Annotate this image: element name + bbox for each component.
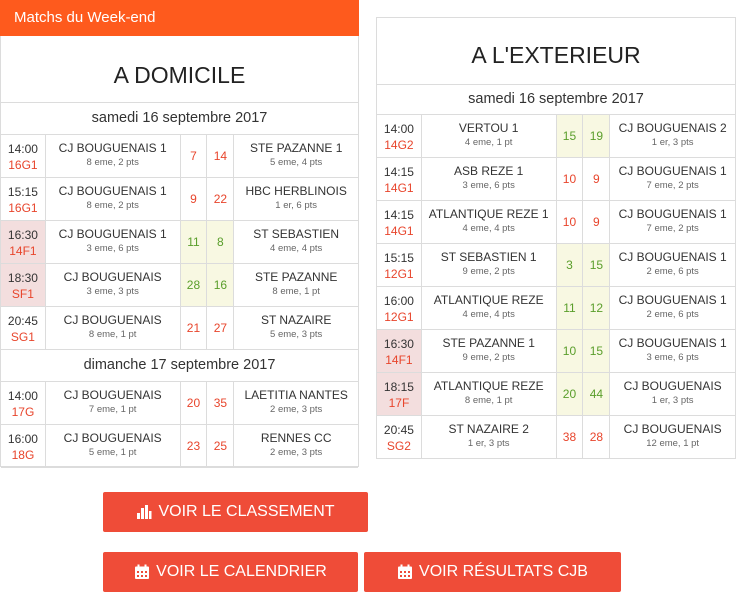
match-row[interactable]: [1, 307, 358, 350]
team-category: 17F: [388, 396, 410, 410]
score-away: 35: [207, 382, 234, 424]
team-category: 18G: [11, 448, 35, 462]
team-away-ranking: 5 eme, 4 pts: [270, 157, 323, 168]
match-row[interactable]: [377, 416, 735, 459]
match-time-cell: [377, 115, 422, 157]
team-home-name: CJ BOUGUENAIS 1: [58, 227, 167, 241]
home-title: A DOMICILE: [1, 36, 358, 103]
date-header: samedi 16 septembre 2017: [1, 103, 358, 135]
score-away: 19: [583, 115, 610, 157]
score-away: 14: [207, 135, 234, 177]
team-away-ranking: 1 er, 6 pts: [275, 200, 318, 211]
team-away-ranking: 1 er, 3 pts: [651, 395, 694, 406]
match-time-cell: [1, 135, 46, 177]
team-away-ranking: 2 eme, 3 pts: [270, 404, 323, 415]
match-time: 14:15: [383, 165, 414, 179]
away-matches-list: [377, 85, 735, 459]
score-away: 27: [207, 307, 234, 349]
calendar-icon: [397, 564, 413, 580]
match-time-cell: [377, 287, 422, 329]
team-away-ranking: 7 eme, 2 pts: [646, 180, 699, 191]
score-home: 10: [557, 330, 584, 372]
score-home: 3: [557, 244, 584, 286]
team-home-name: STE PAZANNE 1: [442, 336, 535, 350]
match-row[interactable]: [377, 287, 735, 330]
team-away-name: RENNES CC: [260, 431, 332, 445]
team-home-ranking: 3 eme, 6 pts: [462, 180, 515, 191]
team-away-cell: [610, 416, 735, 458]
team-home-ranking: 3 eme, 3 pts: [86, 286, 139, 297]
team-home-name: ST NAZAIRE 2: [448, 422, 529, 436]
match-time: 15:15: [383, 251, 414, 265]
score-home: 11: [557, 287, 584, 329]
team-home-name: CJ BOUGUENAIS: [63, 431, 162, 445]
match-row[interactable]: [377, 158, 735, 201]
team-away-cell: [234, 307, 358, 349]
match-time-cell: [1, 178, 46, 220]
team-away-ranking: 4 eme, 4 pts: [270, 243, 323, 254]
bar-chart-icon: [136, 504, 152, 520]
match-row[interactable]: [377, 244, 735, 287]
team-away-ranking: 12 eme, 1 pt: [646, 438, 700, 449]
team-home-ranking: 7 eme, 1 pt: [88, 404, 137, 415]
team-home-cell: [46, 307, 181, 349]
match-time: 16:30: [383, 337, 414, 351]
team-away-cell: [610, 115, 735, 157]
match-time: 16:00: [383, 294, 414, 308]
team-home-ranking: 5 eme, 1 pt: [88, 447, 137, 458]
team-away-name: STE PAZANNE: [254, 270, 338, 284]
match-row[interactable]: [377, 330, 735, 373]
team-away-name: CJ BOUGUENAIS 1: [618, 250, 727, 264]
score-home: 15: [557, 115, 584, 157]
team-away-name: LAETITIA NANTES: [244, 388, 348, 402]
team-home-cell: [422, 416, 557, 458]
match-time-cell: [1, 264, 46, 306]
match-row[interactable]: [377, 373, 735, 416]
team-away-name: CJ BOUGUENAIS 1: [618, 336, 727, 350]
team-home-name: ATLANTIQUE REZE: [433, 379, 544, 393]
match-row[interactable]: [1, 221, 358, 264]
team-away-cell: [234, 135, 358, 177]
match-row[interactable]: [1, 178, 358, 221]
match-time-cell: [377, 244, 422, 286]
score-away: 15: [583, 330, 610, 372]
team-home-name: CJ BOUGUENAIS: [63, 313, 162, 327]
match-time-cell: [1, 425, 46, 467]
team-away-ranking: 2 eme, 6 pts: [646, 309, 699, 320]
team-home-cell: [46, 135, 181, 177]
team-home-name: CJ BOUGUENAIS 1: [58, 184, 167, 198]
match-time: 20:45: [7, 314, 38, 328]
match-row[interactable]: [1, 135, 358, 178]
match-time: 14:00: [7, 142, 38, 156]
team-away-ranking: 3 eme, 6 pts: [646, 352, 699, 363]
team-category: SG1: [10, 330, 35, 344]
score-home: 10: [557, 158, 584, 200]
match-time-cell: [377, 158, 422, 200]
score-home: 21: [181, 307, 208, 349]
team-home-cell: [422, 115, 557, 157]
home-matches-list: [1, 103, 358, 468]
match-row[interactable]: [1, 425, 358, 468]
match-row[interactable]: [377, 115, 735, 158]
team-category: 14G1: [384, 181, 414, 195]
team-home-ranking: 4 eme, 1 pt: [464, 137, 513, 148]
match-time-cell: [377, 201, 422, 243]
team-away-name: CJ BOUGUENAIS 1: [618, 293, 727, 307]
date-header: dimanche 17 septembre 2017: [1, 350, 358, 382]
team-category: SF1: [11, 287, 34, 301]
score-away: 9: [583, 158, 610, 200]
away-matches-panel: [376, 17, 736, 459]
team-away-cell: [610, 244, 735, 286]
team-category: 16G1: [8, 158, 38, 172]
team-home-name: CJ BOUGUENAIS: [63, 388, 162, 402]
team-away-name: ST SEBASTIEN: [253, 227, 340, 241]
team-home-name: CJ BOUGUENAIS: [63, 270, 162, 284]
home-matches-panel: [0, 36, 359, 467]
match-row[interactable]: [1, 264, 358, 307]
team-home-cell: [422, 373, 557, 415]
team-away-cell: [234, 178, 358, 220]
score-home: 20: [557, 373, 584, 415]
score-away: 28: [583, 416, 610, 458]
team-away-cell: [610, 287, 735, 329]
score-away: 22: [207, 178, 234, 220]
team-away-name: CJ BOUGUENAIS 1: [618, 207, 727, 221]
team-category: 14F1: [385, 353, 413, 367]
team-home-ranking: 1 er, 3 pts: [467, 438, 510, 449]
match-time: 18:30: [7, 271, 38, 285]
score-away: 15: [583, 244, 610, 286]
team-home-ranking: 4 eme, 4 pts: [462, 309, 515, 320]
team-away-cell: [610, 201, 735, 243]
view-calendar-label: VOIR LE CALENDRIER: [156, 563, 327, 580]
team-home-cell: [46, 221, 181, 263]
score-away: 8: [207, 221, 234, 263]
score-home: 10: [557, 201, 584, 243]
team-home-name: ATLANTIQUE REZE: [433, 293, 544, 307]
team-away-name: CJ BOUGUENAIS 1: [618, 164, 727, 178]
away-title: A L'EXTERIEUR: [377, 18, 735, 85]
team-away-cell: [610, 373, 735, 415]
team-away-name: CJ BOUGUENAIS 2: [618, 121, 727, 135]
score-away: 44: [583, 373, 610, 415]
team-category: 14G1: [384, 224, 414, 238]
match-time-cell: [377, 416, 422, 458]
score-home: 20: [181, 382, 208, 424]
match-time-cell: [1, 307, 46, 349]
score-home: 11: [181, 221, 208, 263]
view-results-label: VOIR RÉSULTATS CJB: [419, 563, 588, 580]
team-home-ranking: 9 eme, 2 pts: [462, 352, 515, 363]
match-row[interactable]: [377, 201, 735, 244]
team-away-ranking: 2 eme, 6 pts: [646, 266, 699, 277]
team-home-ranking: 8 eme, 1 pt: [88, 329, 137, 340]
score-away: 25: [207, 425, 234, 467]
match-time: 18:15: [383, 380, 414, 394]
match-time: 15:15: [7, 185, 38, 199]
team-category: 16G1: [8, 201, 38, 215]
match-time: 16:00: [7, 432, 38, 446]
view-ranking-label: VOIR LE CLASSEMENT: [158, 503, 335, 520]
team-away-cell: [234, 264, 358, 306]
team-home-ranking: 8 eme, 2 pts: [86, 157, 139, 168]
match-time-cell: [1, 382, 46, 424]
team-category: SG2: [386, 439, 411, 453]
date-header: samedi 16 septembre 2017: [377, 85, 735, 115]
team-home-cell: [422, 287, 557, 329]
view-calendar-button[interactable]: [103, 552, 358, 592]
team-home-ranking: 4 eme, 4 pts: [462, 223, 515, 234]
team-away-cell: [234, 382, 358, 424]
view-ranking-button[interactable]: [103, 492, 368, 532]
score-away: 16: [207, 264, 234, 306]
match-time: 14:00: [7, 389, 38, 403]
team-home-name: ATLANTIQUE REZE 1: [428, 207, 549, 221]
score-away: 12: [583, 287, 610, 329]
team-away-ranking: 7 eme, 2 pts: [646, 223, 699, 234]
team-home-cell: [422, 330, 557, 372]
match-time: 14:00: [383, 122, 414, 136]
team-home-cell: [46, 425, 181, 467]
team-home-cell: [46, 264, 181, 306]
team-away-cell: [610, 158, 735, 200]
team-home-ranking: 8 eme, 2 pts: [86, 200, 139, 211]
team-home-ranking: 3 eme, 6 pts: [86, 243, 139, 254]
team-away-cell: [610, 330, 735, 372]
team-home-name: CJ BOUGUENAIS 1: [58, 141, 167, 155]
team-away-name: CJ BOUGUENAIS: [623, 379, 722, 393]
score-home: 23: [181, 425, 208, 467]
team-away-cell: [234, 221, 358, 263]
team-away-name: STE PAZANNE 1: [249, 141, 343, 155]
match-time-cell: [1, 221, 46, 263]
team-home-ranking: 8 eme, 1 pt: [464, 395, 513, 406]
calendar-icon: [134, 564, 150, 580]
match-time: 14:15: [383, 208, 414, 222]
tab-matchs-week-end[interactable]: Matchs du Week-end: [0, 0, 359, 36]
team-category: 17G: [11, 405, 35, 419]
team-home-cell: [46, 382, 181, 424]
score-home: 7: [181, 135, 208, 177]
match-time: 20:45: [383, 423, 414, 437]
team-category: 12G1: [384, 267, 414, 281]
team-home-name: ASB REZE 1: [454, 164, 524, 178]
score-home: 9: [181, 178, 208, 220]
team-away-ranking: 5 eme, 3 pts: [270, 329, 323, 340]
team-away-name: CJ BOUGUENAIS: [623, 422, 722, 436]
match-time-cell: [377, 330, 422, 372]
team-home-cell: [422, 244, 557, 286]
team-home-name: VERTOU 1: [458, 121, 519, 135]
team-category: 12G1: [384, 310, 414, 324]
team-home-cell: [422, 201, 557, 243]
team-away-ranking: 2 eme, 3 pts: [270, 447, 323, 458]
team-away-ranking: 1 er, 3 pts: [651, 137, 694, 148]
team-away-name: HBC HERBLINOIS: [245, 184, 347, 198]
match-time: 16:30: [7, 228, 38, 242]
team-home-cell: [422, 158, 557, 200]
team-category: 14F1: [9, 244, 37, 258]
match-time-cell: [377, 373, 422, 415]
match-row[interactable]: [1, 382, 358, 425]
team-away-name: ST NAZAIRE: [260, 313, 332, 327]
team-home-name: ST SEBASTIEN 1: [440, 250, 537, 264]
score-home: 28: [181, 264, 208, 306]
view-results-button[interactable]: [364, 552, 621, 592]
score-home: 38: [557, 416, 584, 458]
team-away-cell: [234, 425, 358, 467]
score-away: 9: [583, 201, 610, 243]
team-category: 14G2: [384, 138, 414, 152]
team-home-ranking: 9 eme, 2 pts: [462, 266, 515, 277]
team-home-cell: [46, 178, 181, 220]
team-away-ranking: 8 eme, 1 pt: [272, 286, 320, 297]
